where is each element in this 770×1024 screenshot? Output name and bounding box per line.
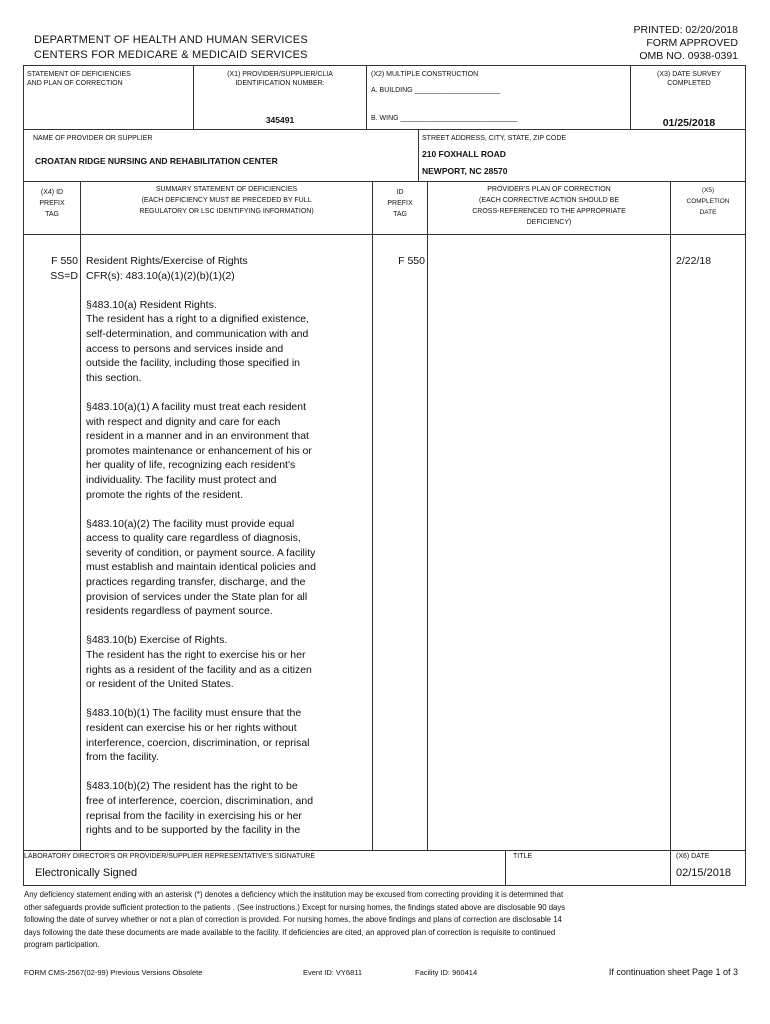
x1-label: (X1) PROVIDER/SUPPLIER/CLIA IDENTIFICATION NUMBER: — [227, 71, 333, 87]
event-id: Event ID: VY6811 — [303, 968, 363, 977]
deficiency-title: Resident Rights/Exercise of Rights — [86, 255, 248, 267]
frame-right — [745, 65, 746, 885]
rule-content-bottom — [23, 850, 746, 851]
regulation-paragraph — [86, 779, 368, 837]
facility-id: Facility ID: 960414 — [415, 968, 478, 977]
paragraph-line: this section. — [86, 371, 142, 384]
x3-label: (X3) DATE SURVEY COMPLETED — [657, 71, 721, 87]
regulation-paragraph — [86, 633, 368, 691]
printed-date: PRINTED: 02/20/2018 — [633, 24, 738, 36]
rule-top — [23, 65, 746, 66]
divider-col-plan — [670, 181, 671, 850]
paragraph-line: resident can exercise his or her rights without — [86, 722, 297, 734]
omb-number: OMB NO. 0938-0391 — [639, 50, 738, 62]
deficiency-tag: F 550 — [51, 255, 78, 267]
print-info — [634, 24, 738, 63]
divider-x1 — [193, 65, 194, 129]
paragraph-line: individuality. The facility must protect and — [86, 473, 277, 486]
divider-col-id — [427, 181, 428, 850]
plan-id-tag: F 550 — [398, 255, 425, 267]
paragraph-line: access to persons and services inside and — [86, 342, 284, 355]
disclaimer: Any deficiency statement ending with an asterisk (*) denotes a deficiency which the institution may be excused from correcting providing it is determined that other safeguards provide sufficient protection to the patients . (See instructions.) Except for nursing homes, the findings stated above are disclosable 90 days following the date of survey whether or not a plan of correction is provided. For nursing homes, the above findings and plans of correction are disclosable 14 days following the date these documents are made available to the facility. If deficiencies are cited, an approved plan of correction is requisite to continued program participation. — [24, 890, 566, 949]
regulation-paragraphs — [86, 298, 368, 838]
paragraph-line: rights and to be supported by the facility in the — [86, 824, 301, 837]
regulation-paragraph — [86, 517, 368, 619]
paragraph-line: §483.10(b)(1) The facility must ensure that the — [86, 707, 302, 720]
provider-id-value: 345491 — [265, 115, 295, 125]
paragraph-line: §483.10(b) Exercise of Rights. — [86, 634, 228, 647]
paragraph-line: reprisal from the facility in exercising his or her — [86, 809, 302, 822]
paragraph-line: free of interference, coercion, discrimination, and — [86, 794, 314, 807]
regulation-paragraph — [86, 706, 368, 764]
paragraph-line: access to quality care regardless of diagnosis, — [86, 532, 301, 545]
provider-name: CROATAN RIDGE NURSING AND REHABILITATION CENTER — [35, 156, 278, 166]
divider-col-summary — [372, 181, 373, 850]
paragraph-line: §483.10(b)(2) The resident has the right to be — [86, 780, 298, 793]
deficiency-summary — [86, 254, 368, 838]
paragraph-line: provision of services under the State plan for all — [86, 590, 308, 603]
completion-date: 2/22/18 — [676, 255, 712, 267]
signature-value: Electronically Signed — [35, 867, 138, 879]
rule-provider-block — [23, 181, 746, 182]
regulation-paragraph — [86, 298, 368, 386]
divider-col-x4 — [80, 181, 81, 850]
signature-date: 02/15/2018 — [676, 867, 732, 879]
paragraph-line: her quality of life, recognizing each resident's — [86, 459, 296, 472]
deficiency-tag-block — [24, 254, 78, 283]
paragraph-line: §483.10(a)(2) The facility must provide equal — [86, 517, 295, 530]
paragraph-line: promote the rights of the resident. — [86, 488, 244, 501]
address-label: STREET ADDRESS, CITY, STATE, ZIP CODE — [422, 135, 567, 142]
survey-completed-date: 01/25/2018 — [662, 117, 716, 129]
col-header-x5: (X5) COMPLETION DATE — [686, 187, 730, 216]
agency-header — [34, 33, 308, 63]
x2-label: (X2) MULTIPLE CONSTRUCTION — [371, 71, 479, 78]
paragraph-line: or resident of the United States. — [86, 678, 234, 691]
paragraph-line: resident in a manner and in an environment that — [86, 430, 309, 443]
title-label: TITLE — [512, 853, 533, 860]
centers-name: CENTERS FOR MEDICARE & MEDICAID SERVICES — [34, 49, 308, 61]
deficiency-cfr: CFR(s): 483.10(a)(1)(2)(b)(1)(2) — [86, 269, 235, 282]
city-state-zip: NEWPORT, NC 28570 — [422, 166, 508, 176]
col-header-x4: (X4) ID PREFIX TAG — [39, 189, 65, 218]
paragraph-line: The resident has a right to a dignified existence, — [86, 313, 309, 326]
paragraph-line: rights as a resident of the facility and as a citizen — [86, 663, 312, 676]
scope-severity: SS=D — [50, 269, 78, 282]
paragraph-line: §483.10(a) Resident Rights. — [86, 298, 217, 311]
street-address: 210 FOXHALL ROAD — [422, 149, 506, 159]
divider-x3 — [630, 65, 631, 129]
x2-building: A. BUILDING ______________________ — [371, 87, 501, 94]
paragraph-line: §483.10(a)(1) A facility must treat each resident — [86, 400, 307, 413]
divider-address — [418, 129, 419, 181]
statement-label: STATEMENT OF DEFICIENCIES AND PLAN OF CORRECTION — [27, 71, 131, 87]
paragraph-line: from the facility. — [86, 751, 159, 764]
paragraph-line: The resident has the right to exercise his or her — [86, 649, 306, 662]
rule-signature-bottom — [23, 885, 746, 886]
col-header-summary: SUMMARY STATEMENT OF DEFICIENCIES (EACH DEFICIENCY MUST BE PRECEDED BY FULL REGULATORY OR LSC IDENTIFYING INFORMATION) — [139, 186, 314, 215]
signature-label: LABORATORY DIRECTOR'S OR PROVIDER/SUPPLIER REPRESENTATIVE'S SIGNATURE — [24, 853, 316, 860]
page-number: If continuation sheet Page 1 of 3 — [608, 967, 738, 977]
paragraph-line: practices regarding transfer, discharge, and the — [86, 576, 306, 589]
paragraph-line: must establish and maintain identical policies and — [86, 561, 316, 574]
paragraph-line: self-determination, and communication with and — [86, 327, 309, 340]
rule-column-header — [23, 234, 746, 235]
x2-wing: B. WING ______________________________ — [371, 115, 518, 122]
regulation-paragraph — [86, 400, 368, 502]
form-approved: FORM APPROVED — [646, 37, 738, 49]
deficiency-heading — [86, 254, 368, 283]
paragraph-line: outside the facility, including those specified in — [86, 357, 301, 370]
paragraph-line: promotes maintenance or enhancement of his or — [86, 444, 312, 457]
paragraph-line: with respect and dignity and care for each — [86, 415, 281, 428]
paragraph-line: interference, coercion, discrimination, or reprisal — [86, 736, 310, 749]
divider-sig-date — [670, 850, 671, 885]
paragraph-line: severity of condition, or payment source. A facility — [86, 546, 316, 559]
provider-name-label: NAME OF PROVIDER OR SUPPLIER — [33, 135, 153, 142]
form-number: FORM CMS-2567(02-99) Previous Versions Obsolete — [24, 968, 203, 977]
col-header-id: ID PREFIX TAG — [387, 189, 413, 218]
paragraph-line: residents regardless of payment source. — [86, 605, 273, 618]
col-header-plan: PROVIDER'S PLAN OF CORRECTION (EACH CORRECTIVE ACTION SHOULD BE CROSS-REFERENCED TO THE APPROPRIATE DEFICIENCY) — [472, 186, 626, 226]
department-name: DEPARTMENT OF HEALTH AND HUMAN SERVICES — [34, 34, 308, 46]
x6-date-label: (X6) DATE — [676, 853, 710, 860]
rule-id-block — [23, 129, 746, 130]
divider-x2 — [366, 65, 367, 129]
